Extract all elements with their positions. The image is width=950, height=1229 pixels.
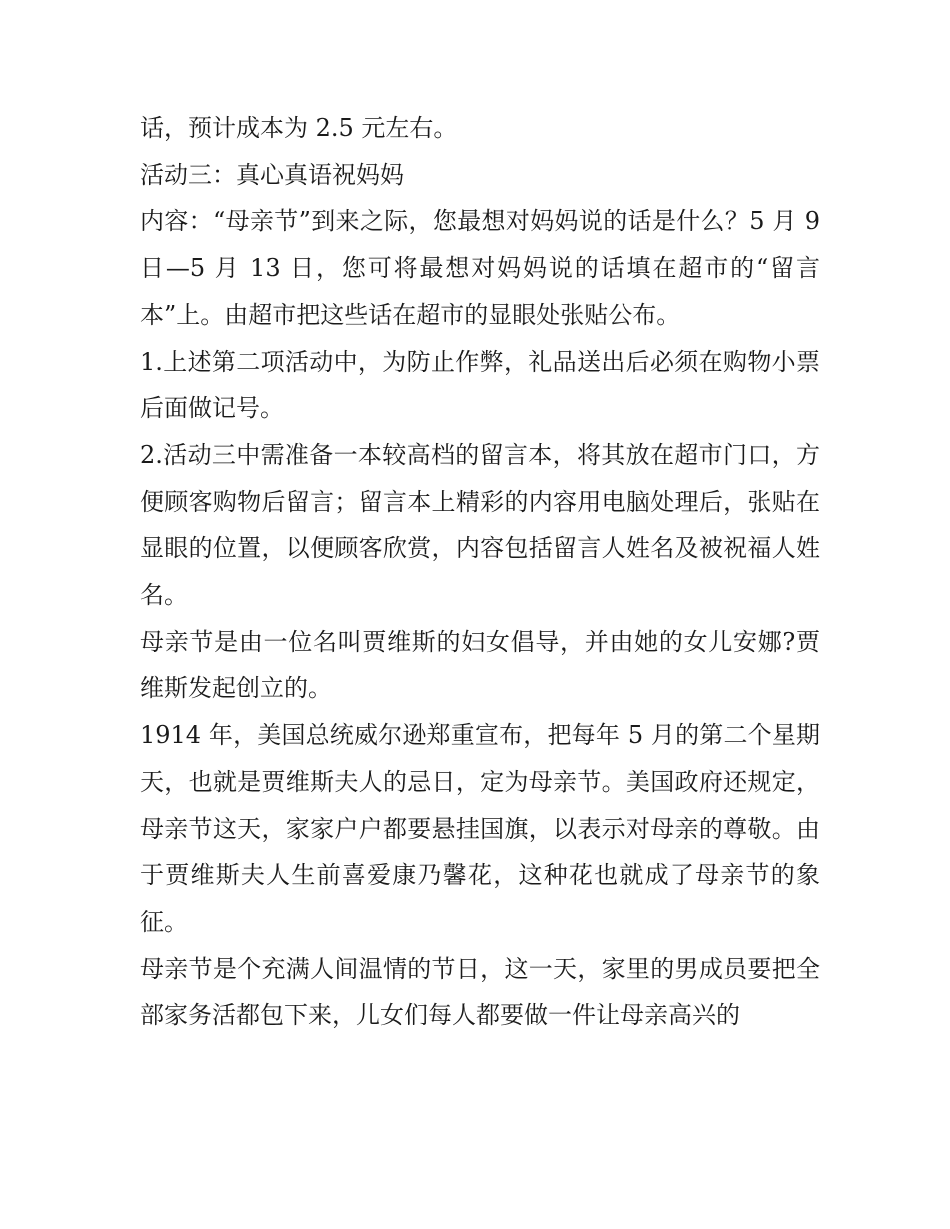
paragraph-note-one: 1.上述第二项活动中，为防止作弊，礼品送出后必须在购物小票后面做记号。 [140, 347, 820, 423]
paragraph-mothers-day-history: 1914 年，美国总统威尔逊郑重宣布，把每年 5 月的第二个星期天，也就是贾维斯夫人的忌日，定为母亲节。美国政府还规定，母亲节这天，家家户户都要悬挂国旗，以表示对母亲的尊敬。由于贾维斯夫人生前喜爱康乃馨花，这种花也就成了母亲节的象征。 [140, 721, 820, 936]
paragraph-activity-three-content: 内容：“母亲节”到来之际，您最想对妈妈说的话是什么？5 月 9 日—5 月 13 日，您可将最想对妈妈说的话填在超市的“留言本”上。由超市把这些话在超市的显眼处张贴公布。 [140, 207, 820, 329]
paragraph-mothers-day-origin: 母亲节是由一位名叫贾维斯的妇女倡导，并由她的女儿安娜?贾维斯发起创立的。 [140, 627, 820, 703]
paragraph-activity-three-title: 活动三：真心真语祝妈妈 [140, 160, 404, 189]
paragraph-cost-estimate: 话，预计成本为 2.5 元左右。 [140, 114, 458, 142]
document-page [140, 105, 820, 1039]
paragraph-mothers-day-customs: 母亲节是个充满人间温情的节日，这一天，家里的男成员要把全部家务活都包下来，儿女们每人都要做一件让母亲高兴的 [140, 954, 820, 1030]
paragraph-note-two: 2.活动三中需准备一本较高档的留言本，将其放在超市门口，方便顾客购物后留言；留言本上精彩的内容用电脑处理后，张贴在显眼的位置，以便顾客欣赏，内容包括留言人姓名及被祝福人姓名。 [140, 440, 820, 610]
